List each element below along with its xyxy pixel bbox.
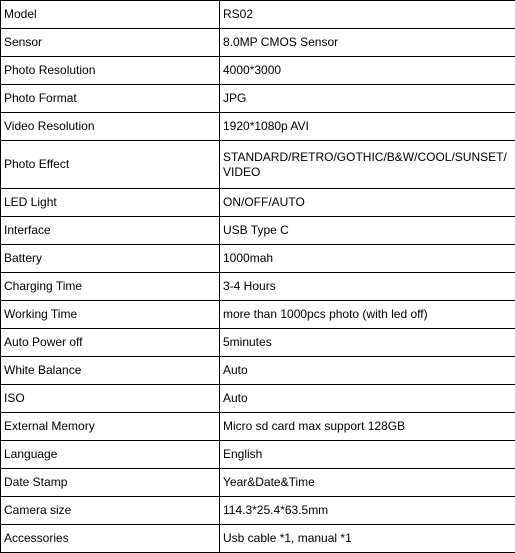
table-row	[1, 141, 515, 189]
table-row	[1, 413, 515, 441]
spec-value: 1920*1080p AVI	[220, 113, 515, 141]
spec-label: Charging Time	[1, 273, 220, 301]
spec-value: 4000*3000	[220, 57, 515, 85]
spec-label: Auto Power off	[1, 329, 220, 357]
spec-value: 114.3*25.4*63.5mm	[220, 497, 515, 525]
spec-label: External Memory	[1, 413, 220, 441]
spec-label: Sensor	[1, 29, 220, 57]
table-row	[1, 1, 515, 29]
table-row	[1, 329, 515, 357]
table-row	[1, 113, 515, 141]
table-row	[1, 57, 515, 85]
spec-value: JPG	[220, 85, 515, 113]
spec-value: 8.0MP CMOS Sensor	[220, 29, 515, 57]
table-row	[1, 273, 515, 301]
spec-value: Usb cable *1, manual *1	[220, 525, 515, 553]
spec-label: Interface	[1, 217, 220, 245]
spec-value: 3-4 Hours	[220, 273, 515, 301]
spec-label: White Balance	[1, 357, 220, 385]
spec-value: STANDARD/RETRO/GOTHIC/B&W/COOL/SUNSET/ VIDEO	[220, 141, 515, 189]
spec-label: Date Stamp	[1, 469, 220, 497]
spec-label: Language	[1, 441, 220, 469]
table-row	[1, 525, 515, 553]
spec-label: Accessories	[1, 525, 220, 553]
spec-value: 1000mah	[220, 245, 515, 273]
spec-label: ISO	[1, 385, 220, 413]
spec-label: LED Light	[1, 189, 220, 217]
spec-value: more than 1000pcs photo (with led off)	[220, 301, 515, 329]
spec-value: 5minutes	[220, 329, 515, 357]
spec-value: RS02	[220, 1, 515, 29]
spec-label: Photo Resolution	[1, 57, 220, 85]
spec-value: USB Type C	[220, 217, 515, 245]
spec-value: Micro sd card max support 128GB	[220, 413, 515, 441]
table-row	[1, 497, 515, 525]
spec-label: Video Resolution	[1, 113, 220, 141]
spec-label: Battery	[1, 245, 220, 273]
spec-label: Photo Format	[1, 85, 220, 113]
table-row	[1, 217, 515, 245]
table-row	[1, 245, 515, 273]
table-row	[1, 357, 515, 385]
table-row	[1, 29, 515, 57]
spec-value: Year&Date&Time	[220, 469, 515, 497]
table-row	[1, 301, 515, 329]
table-row	[1, 469, 515, 497]
spec-label: Working Time	[1, 301, 220, 329]
spec-label: Camera size	[1, 497, 220, 525]
spec-value: Auto	[220, 385, 515, 413]
table-row	[1, 189, 515, 217]
spec-value: ON/OFF/AUTO	[220, 189, 515, 217]
table-row	[1, 85, 515, 113]
spec-value: English	[220, 441, 515, 469]
spec-value: Auto	[220, 357, 515, 385]
spec-label: Model	[1, 1, 220, 29]
table-row	[1, 441, 515, 469]
table-row	[1, 385, 515, 413]
spec-label: Photo Effect	[1, 141, 220, 189]
